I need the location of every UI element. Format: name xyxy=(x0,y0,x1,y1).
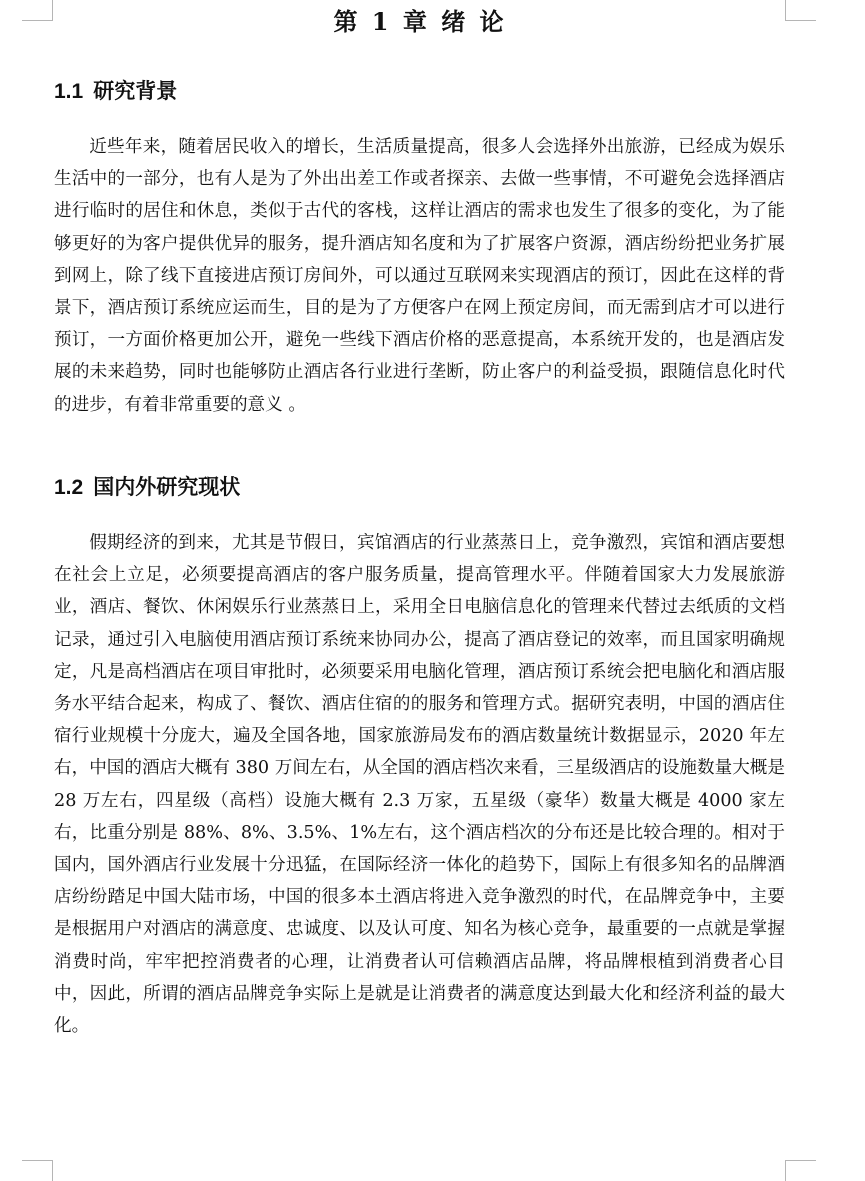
section-title: 国内外研究现状 xyxy=(93,475,241,499)
section-paragraph-1-2: 假期经济的到来，尤其是节假日，宾馆酒店的行业蒸蒸日上，竞争激烈，宾馆和酒店要想在社会上立足，必须要提高酒店的客户服务质量，提高管理水平。伴随着国家大力发展旅游业，酒店、餐饮、休闲娱乐行业蒸蒸日上，采用全日电脑信息化的管理来代替过去纸质的文档记录，通过引入电脑使用酒店预订系统来协同办公，提高了酒店登记的效率，而且国家明确规定，凡是高档酒店在项目审批时，必须要采用电脑化管理，酒店预订系统会把电脑化和酒店服务水平结合起来，构成了、餐饮、酒店住宿的的服务和管理方式。据研究表明，中国的酒店住宿行业规模十分庞大，遍及全国各地，国家旅游局发布的酒店数量统计数据显示，2020 年左右，中国的酒店大概有 380 万间左右，从全国的酒店档次来看，三星级酒店的设施数量大概是 28 万左右，四星级（高档）设施大概有 2.3 万家，五星级（豪华）数量大概是 4000 家左右，比重分别是 88%、8%、3.5%、1%左右，这个酒店档次的分布还是比较合理的。相对于国内，国外酒店行业发展十分迅猛，在国际经济一体化的趋势下，国际上有很多知名的品牌酒店纷纷踏足中国大陆市场，中国的很多本土酒店将进入竞争激烈的时代，在品牌竞争中，主要是根据用户对酒店的满意度、忠诚度、以及认可度、知名为核心竞争，最重要的一点就是掌握消费时尚，牢牢把控消费者的心理，让消费者认可信赖酒店品牌，将品牌根植到消费者心目中，因此，所谓的酒店品牌竞争实际上是就是让消费者的满意度达到最大化和经济利益的最大化。 xyxy=(54,533,785,1037)
section-number: 1.1 xyxy=(54,80,84,103)
chapter-title: 第 1 章 绪 论 xyxy=(333,7,507,36)
section-number: 1.2 xyxy=(54,476,84,499)
section-heading-1-2 xyxy=(54,472,240,503)
crop-mark-bottom-right xyxy=(785,1160,816,1181)
crop-mark-bottom-left xyxy=(22,1160,53,1181)
section-title: 研究背景 xyxy=(93,79,178,103)
section-paragraph-1-1: 近些年来，随着居民收入的增长，生活质量提高，很多人会选择外出旅游，已经成为娱乐生活中的一部分，也有人是为了外出出差工作或者探亲、去做一些事情，不可避免会选择酒店进行临时的居住和休息，类似于古代的客栈，这样让酒店的需求也发生了很多的变化，为了能够更好的为客户提供优异的服务，提升酒店知名度和为了扩展客户资源，酒店纷纷把业务扩展到网上，除了线下直接进店预订房间外，可以通过互联网来实现酒店的预订，因此在这样的背景下，酒店预订系统应运而生，目的是为了方便客户在网上预定房间，而无需到店才可以进行预订，一方面价格更加公开，避免一些线下酒店价格的恶意提高，本系统开发的，也是酒店发展的未来趋势，同时也能够防止酒店各行业进行垄断，防止客户的利益受损，跟随信息化时代的进步，有着非常重要的意义 。 xyxy=(54,137,785,415)
section-heading-1-1 xyxy=(54,76,177,107)
